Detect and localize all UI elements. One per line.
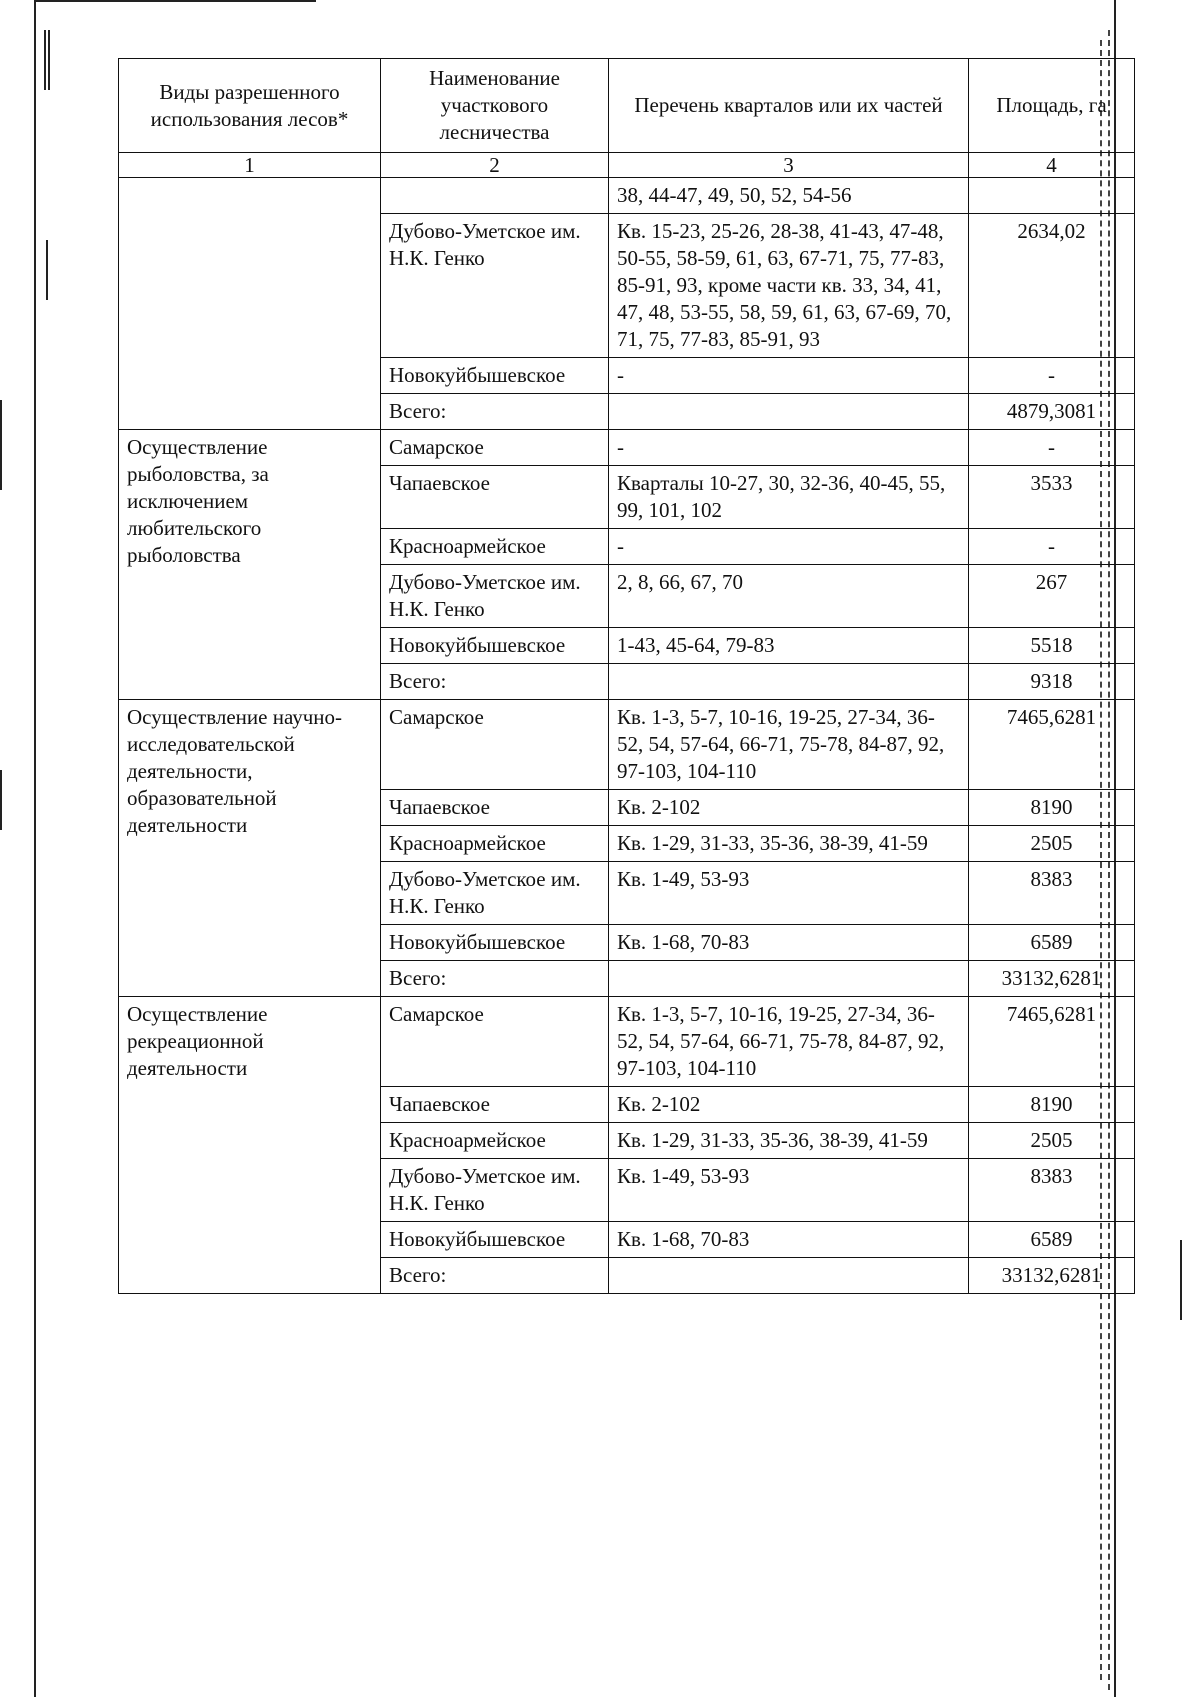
area-cell: 2634,02 [969,214,1135,358]
forestry-cell: Всего: [381,664,609,700]
area-cell: - [969,529,1135,565]
area-cell: - [969,358,1135,394]
use-type-cell: Осуществление рекреационной деятельности [119,997,381,1294]
forestry-cell: Новокуйбышевское [381,358,609,394]
quarters-cell: Кварталы 10-27, 30, 32-36, 40-45, 55, 99, 101, 102 [609,466,969,529]
area-cell: 267 [969,565,1135,628]
table-row [119,997,1135,1087]
header-use-type: Виды разрешенного использования лесов* [119,59,381,153]
quarters-cell: Кв. 1-49, 53-93 [609,862,969,925]
area-total-cell: 33132,6281 [969,1258,1135,1294]
column-number-row [119,153,1135,178]
forestry-cell: Всего: [381,394,609,430]
area-cell: 2505 [969,1123,1135,1159]
quarters-cell: Кв. 1-29, 31-33, 35-36, 38-39, 41-59 [609,826,969,862]
forestry-cell: Чапаевское [381,1087,609,1123]
area-cell: 6589 [969,1222,1135,1258]
area-cell: - [969,430,1135,466]
quarters-cell: - [609,358,969,394]
forestry-cell: Чапаевское [381,790,609,826]
area-cell: 8383 [969,862,1135,925]
area-total-cell: 33132,6281 [969,961,1135,997]
scan-edge-mark-right [1180,1240,1182,1320]
quarters-cell: Кв. 1-3, 5-7, 10-16, 19-25, 27-34, 36-52, 54, 57-64, 66-71, 75-78, 84-87, 92, 97-103, 104-110 [609,700,969,790]
column-number: 4 [969,153,1135,178]
quarters-cell: Кв. 2-102 [609,1087,969,1123]
area-cell: 8383 [969,1159,1135,1222]
scan-edge-line-top [36,0,316,2]
quarters-cell: Кв. 1-68, 70-83 [609,1222,969,1258]
quarters-cell [609,1258,969,1294]
forestry-cell: Дубово-Уметское им. Н.К. Генко [381,565,609,628]
area-total-cell: 9318 [969,664,1135,700]
column-number: 2 [381,153,609,178]
forestry-cell: Дубово-Уметское им. Н.К. Генко [381,214,609,358]
scan-edge-mark-left-c [46,240,48,300]
forestry-cell: Самарское [381,700,609,790]
forestry-cell: Чапаевское [381,466,609,529]
quarters-cell: 38, 44-47, 49, 50, 52, 54-56 [609,178,969,214]
quarters-cell: Кв. 1-3, 5-7, 10-16, 19-25, 27-34, 36-52, 54, 57-64, 66-71, 75-78, 84-87, 92, 97-103, 104-110 [609,997,969,1087]
forestry-cell: Всего: [381,1258,609,1294]
forestry-cell: Красноармейское [381,1123,609,1159]
table-header-row [119,59,1135,153]
quarters-cell: - [609,529,969,565]
forest-use-table [118,58,1135,1294]
area-cell: 7465,6281 [969,700,1135,790]
scan-edge-mark-left-b [48,30,50,90]
quarters-cell: 2, 8, 66, 67, 70 [609,565,969,628]
quarters-cell: Кв. 15-23, 25-26, 28-38, 41-43, 47-48, 50-55, 58-59, 61, 63, 67-71, 75, 77-83, 85-91, 93, кроме части кв. 33, 34, 41, 47, 48, 53-55, 58, 59, 61, 63, 67-69, 70, 71, 75, 77-83, 85-91, 93 [609,214,969,358]
header-quarters: Перечень кварталов или их частей [609,59,969,153]
header-area: Площадь, га [969,59,1135,153]
table-row [119,700,1135,790]
area-total-cell: 4879,3081 [969,394,1135,430]
forestry-cell: Новокуйбышевское [381,925,609,961]
quarters-cell [609,664,969,700]
area-cell: 2505 [969,826,1135,862]
forestry-cell: Самарское [381,997,609,1087]
quarters-cell: Кв. 2-102 [609,790,969,826]
scan-edge-mark-left-d [0,400,2,490]
quarters-cell: Кв. 1-29, 31-33, 35-36, 38-39, 41-59 [609,1123,969,1159]
forestry-cell: Красноармейское [381,529,609,565]
scan-edge-line-left [34,0,36,1697]
forestry-cell: Всего: [381,961,609,997]
use-type-cell: Осуществление рыболовства, за исключением любительского рыболовства [119,430,381,700]
quarters-cell [609,394,969,430]
forestry-cell: Дубово-Уметское им. Н.К. Генко [381,1159,609,1222]
table-row [119,430,1135,466]
column-number: 1 [119,153,381,178]
area-cell: 6589 [969,925,1135,961]
header-forestry: Наименование участкового лесничества [381,59,609,153]
quarters-cell: Кв. 1-49, 53-93 [609,1159,969,1222]
area-cell: 8190 [969,1087,1135,1123]
forestry-cell: Дубово-Уметское им. Н.К. Генко [381,862,609,925]
forestry-cell [381,178,609,214]
quarters-cell: Кв. 1-68, 70-83 [609,925,969,961]
area-cell: 5518 [969,628,1135,664]
column-number: 3 [609,153,969,178]
table-row [119,178,1135,214]
quarters-cell [609,961,969,997]
use-type-cell [119,178,381,430]
area-cell [969,178,1135,214]
forestry-cell: Новокуйбышевское [381,1222,609,1258]
scan-edge-mark-left-e [0,770,2,830]
forestry-cell: Красноармейское [381,826,609,862]
area-cell: 3533 [969,466,1135,529]
quarters-cell: - [609,430,969,466]
forestry-cell: Новокуйбышевское [381,628,609,664]
quarters-cell: 1-43, 45-64, 79-83 [609,628,969,664]
area-cell: 7465,6281 [969,997,1135,1087]
scan-edge-mark-left-a [44,30,46,90]
forestry-cell: Самарское [381,430,609,466]
area-cell: 8190 [969,790,1135,826]
use-type-cell: Осуществление научно-исследовательской деятельности, образовательной деятельности [119,700,381,997]
